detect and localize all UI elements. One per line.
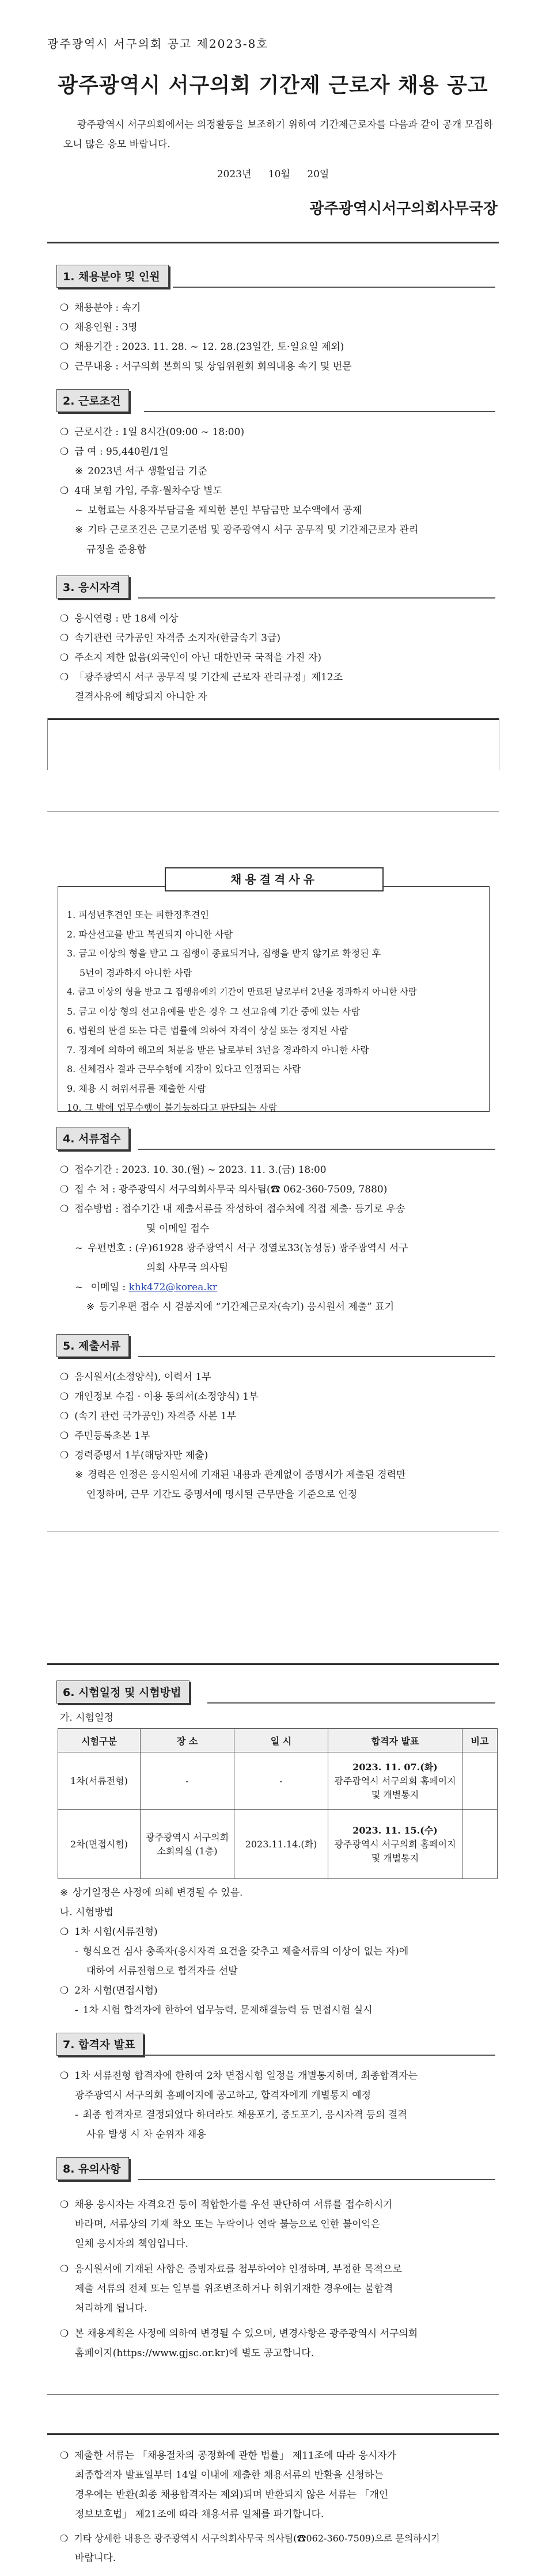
list-item: ❍ 근무내용 : 서구의회 본회의 및 상임위원회 회의내용 속기 및 번문 [60,357,498,376]
list-item-continued: 바랍니다. [75,2552,116,2564]
schedule-table [58,1728,498,1879]
heading-underline [138,2179,495,2180]
list-item: 8. 신체검사 결과 근무수행에 지장이 있다고 인정되는 사람 [67,1064,301,1074]
column-header: 시험구분 [58,1729,141,1752]
list-item: ❍ 채용인원 : 3명 [60,318,498,337]
table-cell: - [234,1752,328,1810]
email-link[interactable]: khk472@korea.kr [128,1282,218,1293]
list-item: ❍ 응시원서에 기재된 사항은 증빙자료를 첨부하여야 인정하며, 부정한 목적으로 [60,2259,498,2279]
column-header: 비고 [462,1729,498,1752]
result-note: 광주광역시 서구의회 홈페이지 및 개별통지 [334,1838,456,1864]
divider [47,718,499,720]
result-date: 2023. 11. 07.(화) [352,1761,438,1773]
list-item: ❍ 급 여 : 95,440원/1일 [60,442,498,462]
notice-number: 광주광역시 서구의회 공고 제2023-8호 [47,37,269,51]
section-8-content [60,2195,498,2363]
section-heading: 7. 합격자 발표 [56,2033,143,2056]
list-item-continued: 광주광역시 서구의회 홈페이지에 공고하고, 합격자에게 개별통지 예정 [75,2090,371,2101]
list-item: 7. 징계에 의하여 해고의 처분을 받은 날로부터 3년을 경과하지 아니한 사람 [67,1044,369,1055]
list-item: ❍ 주민등록초본 1부 [60,1426,498,1446]
list-item-continued: 제출 서류의 전체 또는 일부를 위조변조하거나 허위기재한 경우에는 불합격 [75,2283,393,2295]
result-date: 2023. 11. 15.(수) [352,1824,438,1836]
note-item: ※ 기타 근로조건은 근로기준법 및 광주광역시 서구 공무직 및 기간제근로자 관리 [60,520,498,540]
list-item: 4. 금고 이상의 형을 받고 그 집행유예의 기간이 만료된 날로부터 2년을 경과하지 아니한 사람 [67,986,417,997]
list-item: ❍ 응시원서(소정양식), 이력서 1부 [60,1367,498,1387]
list-item: ❍ 「광주광역시 서구 공무직 및 기간제 근로자 관리규정」제12조 [60,668,498,687]
section-heading: 8. 유의사항 [56,2157,129,2180]
email-label: 이메일 : [90,1282,129,1293]
divider [47,1663,499,1665]
list-item: 9. 채용 시 허위서류를 제출한 사람 [67,1083,206,1094]
list-item: ❍ 접 수 처 : 광주광역시 서구의회사무국 의사팀(☎ 062-360-7509, 7880) [60,1180,498,1199]
divider [47,2394,499,2395]
list-item-continued: 홈페이지(https://www.gjsc.or.kr)에 별도 공고합니다. [75,2348,314,2359]
note-item: ※ 등기우편 접수 시 겉봉지에 “기간제근로자(속기) 응시원서 제출” 표기 [60,1297,498,1317]
section-4-content [60,1160,498,1317]
list-item: 2. 파산선고를 받고 복권되지 아니한 사람 [67,928,233,940]
intro-paragraph: 광주광역시 서구의회에서는 의정활동을 보조하기 위하여 기간제근로자를 다음과 같이 공개 모집하오니 많은 응모 바랍니다. [63,119,493,150]
note-continued: 규정을 준용함 [86,544,146,555]
table-cell: 2차(면접시험) [58,1810,141,1879]
note-item: ※ 상기일정은 사정에 의해 변경될 수 있음. [60,1883,498,1903]
sub-item: - 최종 합격자로 결정되었다 하더라도 채용포기, 중도포기, 응시자격 등의 결격 [60,2105,498,2125]
section-heading: 2. 근로조건 [56,389,129,412]
table-cell: 2023.11.14.(화) [234,1810,328,1879]
list-item: ❍ 응시연령 : 만 18세 이상 [60,609,498,628]
section-1-content [60,298,498,376]
sub-item [60,1278,498,1297]
date-day: 20일 [307,169,329,180]
page-title: 광주광역시 서구의회 기간제 근로자 채용 공고 [58,73,488,97]
issuer-name: 광주광역시서구의회사무국장 [309,200,498,218]
table-cell: 광주광역시 서구의회 소회의실 (1층) [141,1810,234,1879]
list-item: 6. 법원의 판결 또는 다른 법률에 의하여 자격이 상실 또는 정지된 사람 [67,1025,348,1036]
note-item: ※ 경력은 인정은 응시원서에 기재된 내용과 관계없이 증명서가 제출된 경력만 [60,1465,498,1485]
column-header: 일 시 [234,1729,328,1752]
list-item: 10. 그 밖에 업무수행이 불가능하다고 판단되는 사람 [67,1102,278,1113]
divider [47,242,499,243]
heading-underline [138,597,495,599]
list-item: ❍ 1차 시험(서류전형) [60,1922,498,1942]
list-item: ❍ 1차 서류전형 합격자에 한하여 2차 면접시험 일정을 개별통지하며, 최종합격자는 [60,2066,498,2086]
list-item-continued: 최종합격자 발표일부터 14일 이내에 제출한 채용서류의 반환을 신청하는 [75,2470,384,2481]
list-item: ❍ (속기 관련 국가공인) 자격증 사본 1부 [60,1407,498,1426]
list-item: ❍ 근로시간 : 1일 8시간(09:00 ~ 18:00) [60,422,498,442]
section-heading: 1. 채용분야 및 인원 [56,265,169,288]
section-heading: 4. 서류접수 [56,1127,129,1150]
table-cell: 1차(서류전형) [58,1752,141,1810]
section-heading: 6. 시험일정 및 시험방법 [56,1681,189,1704]
list-item: ❍ 속기관련 국가공인 자격증 소지자(한글속기 3급) [60,628,498,648]
list-item-continued: 일체 응시자의 책임입니다. [75,2238,188,2250]
table-cell [462,1752,498,1810]
list-item-continued: 결격사유에 해당되지 아니한 자 [75,691,207,703]
list-item: ❍ 채용 응시자는 자격요건 등이 적합한가를 우선 판단하여 서류를 접수하시기 [60,2195,498,2215]
list-item-continued: 및 이메일 접수 [146,1223,210,1234]
divider [47,718,48,770]
list-item: 3. 금고 이상의 형을 받고 그 집행이 종료되거나, 집행을 받지 않기로 확정된 후 [67,948,381,959]
heading-underline [207,1702,495,1704]
table-row [58,1810,498,1879]
list-item-continued: 5년이 경과하지 아니한 사람 [79,967,192,978]
section-6-notes [60,1883,498,2020]
divider [47,811,499,812]
heading-underline [144,411,495,412]
sub-item-continued: 사유 발생 시 차 순위자 채용 [86,2129,206,2140]
note-item: ※ 2023년 서구 생활임금 기준 [60,462,498,481]
sub-item: ~ 우편번호 : (우)61928 광주광역시 서구 경열로33(농성동) 광주광역시 서구 [60,1239,498,1258]
list-item: ❍ 채용기간 : 2023. 11. 28. ~ 12. 28.(23일간, 토·일요일 제외) [60,337,498,357]
section-heading: 5. 제출서류 [56,1334,129,1357]
list-item-continued: 경우에는 반환(최종 채용합격자는 제외)되며 반환되지 않은 서류는 「개인 [75,2489,389,2501]
list-item: ❍ 접수방법 : 접수기간 내 제출서류를 작성하여 접수처에 직접 제출· 등기로 우송 [60,1199,498,1219]
list-item-continued: 처리하게 됩니다. [75,2303,147,2314]
list-item: ❍ 경력증명서 1부(해당자만 제출) [60,1446,498,1465]
sub-item: ~ 보험료는 사용자부담금을 제외한 본인 부담금만 보수액에서 공제 [60,501,498,520]
list-item: 5. 금고 이상 형의 선고유예를 받은 경우 그 선고유예 기간 중에 있는 사람 [67,1005,361,1017]
list-item-continued: 정보보호법」 제21조에 따라 채용서류 일체를 파기합니다. [75,2509,324,2520]
heading-underline [173,287,495,288]
section-heading: 3. 응시자격 [56,576,129,599]
list-item: ❍ 접수기간 : 2023. 10. 30.(월) ~ 2023. 11. 3.(금) 18:00 [60,1160,498,1180]
list-item: ❍ 본 채용계획은 사정에 의하여 변경될 수 있으며, 변경사항은 광주광역시 서구의회 [60,2324,498,2343]
table-cell: - [141,1752,234,1810]
heading-underline [138,1149,495,1150]
date-month: 10월 [268,169,290,180]
section-7-content [60,2066,498,2144]
closing-notes [60,2446,498,2568]
heading-underline [144,2055,495,2056]
disqualification-title: 채용결격사유 [165,867,384,891]
sub-item: - 1차 시험 합격자에 한하여 업무능력, 문제해결능력 등 면접시험 실시 [60,2000,498,2020]
table-cell [328,1752,462,1810]
sub-item: - 형식요건 심사 충족자(응시자격 요건을 갖추고 제출서류의 이상이 없는 자)에 [60,1942,498,1961]
section-3-content [60,609,498,707]
list-item: 1. 피성년후견인 또는 피한정후견인 [67,909,209,920]
note-continued: 인정하며, 근무 기간도 증명서에 명시된 근무만을 기준으로 인정 [86,1489,358,1500]
disqualification-list [67,905,481,1118]
list-item-continued: 의회 사무국 의사팀 [146,1262,229,1274]
table-header-row [58,1729,498,1752]
list-item: ❍ 개인정보 수집 · 이용 동의서(소정양식) 1부 [60,1387,498,1407]
list-item: ❍ 주소지 제한 없음(외국인이 아닌 대한민국 국적을 가진 자) [60,648,498,668]
section-5-content [60,1367,498,1504]
result-note: 광주광역시 서구의회 홈페이지 및 개별통지 [334,1775,456,1800]
table-cell [328,1810,462,1879]
notice-date [0,166,546,180]
divider [47,2433,499,2435]
subsection-label: 나. 시험방법 [60,1907,113,1918]
sub-item-continued: 대하여 서류전형으로 합격자를 선발 [86,1965,238,1977]
section-2-content [60,422,498,559]
list-item: ❍ 4대 보험 가입, 주휴·월차수당 별도 [60,481,498,501]
list-item: ❍ 기타 상세한 내용은 광주광역시 서구의회사무국 의사팀(☎062-360-7509)으로 문의하시기 [60,2529,498,2548]
table-cell [462,1810,498,1879]
heading-underline [138,1356,495,1357]
list-item: ❍ 채용분야 : 속기 [60,298,498,318]
column-header: 합격자 발표 [328,1729,462,1752]
list-item: ❍ 제출한 서류는 「채용절차의 공정화에 관한 법률」 제11조에 따라 응시자가 [60,2446,498,2466]
column-header: 장 소 [141,1729,234,1752]
table-row [58,1752,498,1810]
list-item-continued: 바라며, 서류상의 기재 착오 또는 누락이나 연락 불능으로 인한 불이익은 [75,2219,381,2230]
list-item: ❍ 2차 시험(면접시험) [60,1981,498,2000]
subsection-label: 가. 시험일정 [60,1712,113,1724]
date-year: 2023년 [217,169,252,180]
